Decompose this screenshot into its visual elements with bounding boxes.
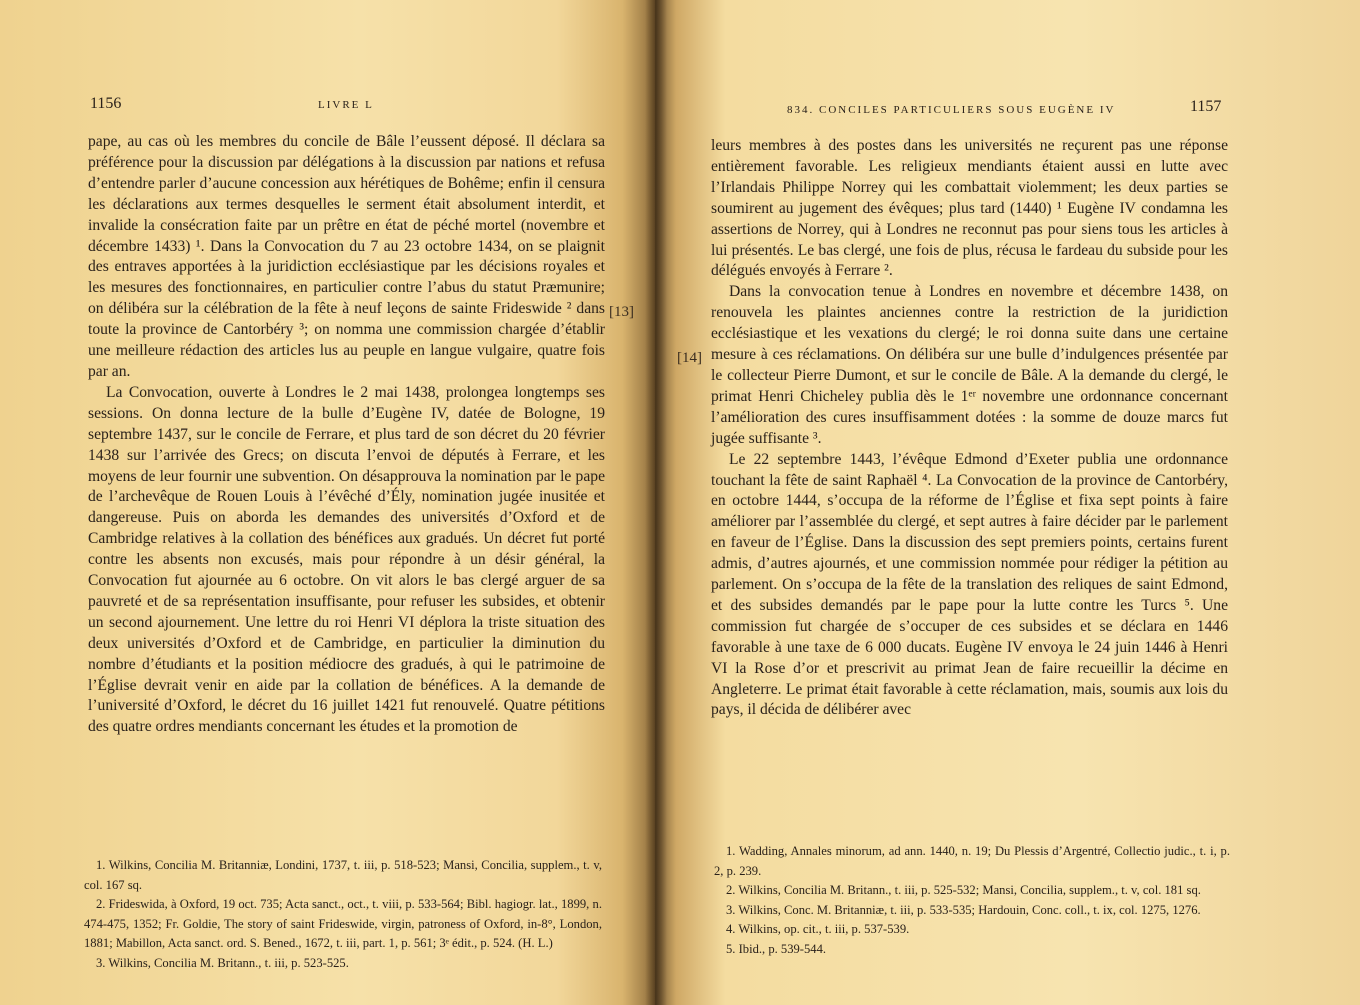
left-page [0, 0, 655, 1005]
footnote: 3. Wilkins, Concilia M. Britann., t. iii, p. 523-525. [96, 955, 349, 970]
paragraph: leurs membres à des postes dans les universités ne reçurent pas une réponse entièrement favorable. Les religieux mendiants étaient aussi en lutte avec l’Irlandais Philippe Norrey qui les combattait violemment; les deux parties se soumirent au jugement des évêques; plus tard (1440) ¹ Eugène IV condamna les assertions de Norrey, qui à Londres ne reconnut pas pour siens tous les articles à lui présentés. Le bas clergé, une fois de plus, récusa le fardeau du subside pour les délégués envoyés à Ferrare ². [711, 137, 1228, 280]
running-head: LIVRE L [318, 99, 374, 111]
footnotes [84, 856, 602, 973]
page-number: 1156 [90, 95, 122, 112]
paragraph: La Convocation, ouverte à Londres le 2 mai 1438, prolongea longtemps ses sessions. On donna lecture de la bulle d’Eugène IV, datée de Bologne, 19 septembre 1437, sur le concile de Ferrare, et plus tard de son décret du 20 février 1438 sur l’arrivée des Grecs; on discuta l’envoi de députés à Ferrare, et les moyens de leur fournir une subvention. On désapprouva la nomination par le pape de l’archevêque de Rouen Louis à l’évêché d’Ély, nomination jugée inusitée et dangereuse. Puis on aborda les demandes des universités d’Oxford et de Cambridge relatives à la collation des bénéfices aux gradués. Un décret fut porté contre les absents non excusés, mais pour répondre à un désir général, la Convocation fut ajournée au 6 octobre. On vit alors le bas clergé arguer de sa pauvreté et de sa représentation insuffisante, pour refuser les subsides, et obtenir un second ajournement. Une lettre du roi Henri VI déplora la triste situation des deux universités d’Oxford et de Cambridge, en particulier la diminution du nombre d’étudiants et la position médiocre des gradués, à qui le patrimoine de l’Église devrait venir en aide par la collation de bénéfices. A la demande de l’université d’Oxford, le décret du 16 juillet 1421 fut renouvelé. Quatre pétitions des quatre ordres mendiants concernant les études et la promotion de [88, 383, 605, 736]
footnote: 4. Wilkins, op. cit., t. iii, p. 537-539. [726, 922, 910, 936]
paragraph: Le 22 septembre 1443, l’évêque Edmond d’Exeter publia une ordonnance touchant la fête de saint Raphaël ⁴. La Convocation de la province de Cantorbéry, en octobre 1444, s’occupa de la réforme de l’Église et fixa sept points à faire améliorer par l’assemblée du clergé, et sept autres à faire décider par le parlement en faveur de l’Église. Dans la discussion des sept premiers points, certains furent admis, d’autres ajournés, et une commission nommée pour rédiger la pétition au parlement. On s’occupa de la fête de la translation des reliques de saint Edmond, et des subsides demandés par le pape pour la lutte contre les Turcs ⁵. Une commission fut chargée de s’occuper de ces subsides et se déclara en 1446 favorable à une taxe de 6 000 ducats. Eugène IV envoya le 24 juin 1446 à Henri VI la Rose d’or et prescrivit au primat Jean de faire recueillir la décime en Angleterre. Le primat était favorable à cette réclamation, mais, soumis aux lois du pays, il décida de délibérer avec [711, 450, 1228, 719]
page-number: 1157 [1190, 98, 1222, 115]
footnote: 3. Wilkins, Conc. M. Britanniæ, t. iii, p. 533-535; Hardouin, Conc. coll., t. ix, col. 1275, 1276. [726, 902, 1201, 917]
paragraph: Dans la convocation tenue à Londres en novembre et décembre 1438, on renouvela les plaintes anciennes contre la restriction de la juridiction ecclésiastique et les vexations du clergé; le roi donna suite dans une certaine mesure à ces réclamations. On délibéra sur une bulle d’indulgences présentée par le collecteur Pierre Dumont, et sur le concile de Bâle. A la demande du clergé, le primat Henri Chicheley publia dès le 1ᵉʳ novembre une ordonnance concernant l’amélioration des cures insuffisamment dotées : la somme de douze marcs fut jugée suffisante ³. [711, 283, 1228, 447]
main-text [88, 132, 605, 738]
book-gutter [645, 0, 667, 1005]
footnote: 2. Wilkins, Concilia M. Britann., t. iii, p. 525-532; Mansi, Concilia, supplem., t. v, col. 181 sq. [726, 883, 1201, 897]
footnotes [714, 842, 1230, 959]
footnote: 1. Wadding, Annales minorum, ad ann. 1440, n. 19; Du Plessis d’Argentré, Collectio judic., t. i, p. 2, p. 239. [714, 844, 1230, 878]
margin-page-marker: [14] [677, 350, 702, 366]
footnote: 5. Ibid., p. 539-544. [726, 941, 827, 956]
margin-page-marker: [13] [609, 304, 634, 320]
paragraph: pape, au cas où les membres du concile de Bâle l’eussent déposé. Il déclara sa préférence pour la discussion par délégations à la discussion par nations et refusa d’entendre parler d’aucune concession aux hérétiques de Bohême; enfin il censura les déclarations aux termes desquelles le serment était absolument interdit, et invalide la consécration faite par un prêtre en état de péché mortel (novembre et décembre 1433) ¹. Dans la Convocation du 7 au 23 octobre 1434, on se plaignit des entraves apportées à la juridiction ecclésiastique par les décisions royales et les mesures des fonctionnaires, en particulier contre l’abus du statut Præmunire; on délibéra sur la célébration de la fête à neuf leçons de sainte Frideswide ² dans toute la province de Cantorbéry ³; on nomma une commission chargée d’établir une meilleure rédaction des articles lus au peuple en langue vulgaire, quatre fois par an. [88, 133, 605, 380]
main-text [711, 136, 1228, 721]
footnote: 1. Wilkins, Concilia M. Britanniæ, Londini, 1737, t. iii, p. 518-523; Mansi, Concilia, supplem., t. v, col. 167 sq. [84, 858, 602, 892]
footnote: 2. Frideswida, à Oxford, 19 oct. 735; Acta sanct., oct., t. viii, p. 533-564; Bibl. hagiogr. lat., 1899, n. 474-475, 1352; Fr. Goldie, The story of saint Frideswide, virgin, patroness of Oxford, in-8°, London, 1881; Mabillon, Acta sanct. ord. S. Bened., 1672, t. iii, part. 1, p. 561; 3ᵉ édit., p. 524. (H. L.) [84, 897, 602, 950]
running-head: 834. CONCILES PARTICULIERS SOUS EUGÈNE IV [787, 104, 1116, 116]
